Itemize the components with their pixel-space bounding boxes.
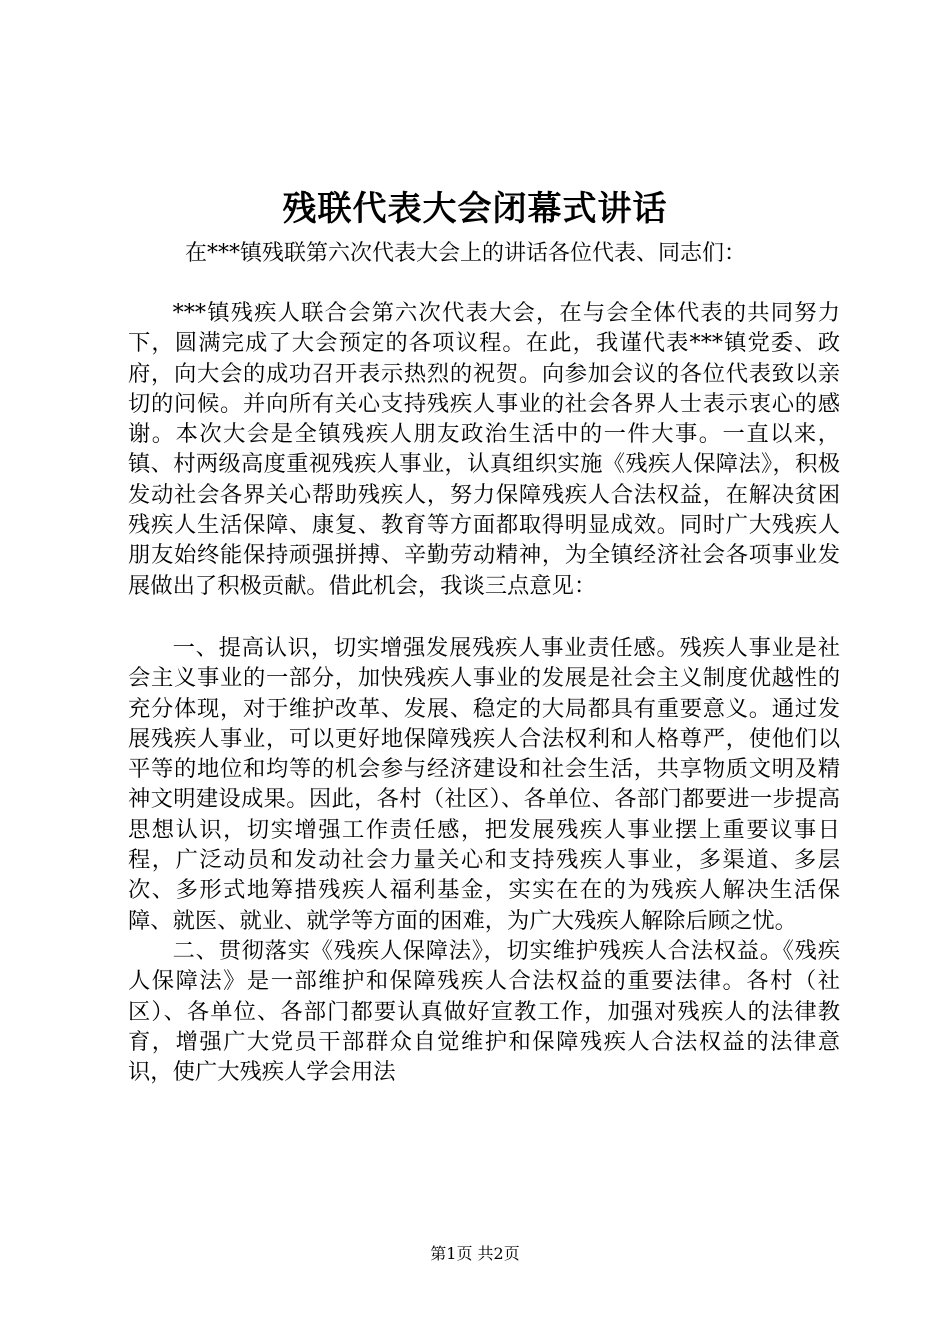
document-body [128,298,840,1087]
paragraph-gap [128,601,840,633]
paragraph-point-one: 一、提高认识，切实增强发展残疾人事业责任感。残疾人事业是社会主义事业的一部分，加快残疾人事业的发展是社会主义制度优越性的充分体现，对于维护改革、发展、稳定的大局都具有重要意义。通过发展残疾人事业，可以更好地保障残疾人合法权利和人格尊严，使他们以平等的地位和均等的机会参与经济建设和社会生活，共享物质文明及精神文明建设成果。因此，各村（社区）、各单位、各部门都要进一步提高思想认识，切实增强工作责任感，把发展残疾人事业摆上重要议事日程，广泛动员和发动社会力量关心和支持残疾人事业，多渠道、多层次、多形式地筹措残疾人福利基金，实实在在的为残疾人解决生活保障、就医、就业、就学等方面的困难，为广大残疾人解除后顾之忧。 [128,634,840,934]
paragraph-point-two: 二、贯彻落实《残疾人保障法》，切实维护残疾人合法权益。《残疾人保障法》是一部维护和保障残疾人合法权益的重要法律。各村（社区）、各单位、各部门都要认真做好宣教工作，加强对残疾人的法律教育，增强广大党员干部群众自觉维护和保障残疾人合法权益的法律意识，使广大残疾人学会用法 [128,937,840,1086]
paragraph-opening: ***镇残疾人联合会第六次代表大会，在与会全体代表的共同努力下，圆满完成了大会预定的各项议程。在此，我谨代表***镇党委、政府，向大会的成功召开表示热烈的祝贺。向参加会议的各位代表致以亲切的问候。并向所有关心支持残疾人事业的社会各界人士表示衷心的感谢。本次大会是全镇残疾人朋友政治生活中的一件大事。一直以来，镇、村两级高度重视残疾人事业，认真组织实施《残疾人保障法》，积极发动社会各界关心帮助残疾人，努力保障残疾人合法权益，在解决贫困残疾人生活保障、康复、教育等方面都取得明显成效。同时广大残疾人朋友始终能保持顽强拼搏、辛勤劳动精神，为全镇经济社会各项事业发展做出了积极贡献。借此机会，我谈三点意见： [128,300,840,599]
page-number: 第1页 共2页 [430,1244,520,1263]
document-subtitle: 在***镇残联第六次代表大会上的讲话各位代表、同志们： [185,241,747,266]
document-title: 残联代表大会闭幕式讲话 [282,189,668,229]
